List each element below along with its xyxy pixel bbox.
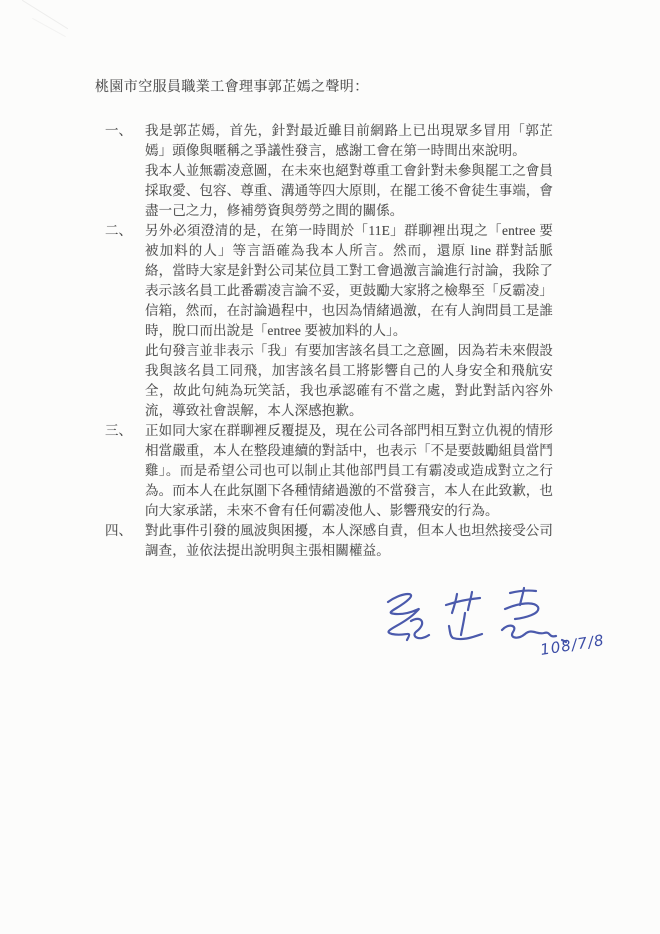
statement-document	[95, 78, 565, 561]
statement-item-1	[95, 121, 565, 221]
statement-items	[95, 121, 565, 561]
statement-paragraph: 對此事件引發的風波與困擾，本人深感自責，但本人也坦然接受公司調查，並依法提出說明與主張相關權益。	[145, 523, 553, 558]
statement-paragraph: 正如同大家在群聊裡反覆提及，現在公司各部門相互對立仇視的情形相當嚴重，本人在整段連續的對話中，也表示「不是要鼓勵組員當鬥雞」。而是希望公司也可以制止其他部門員工有霸凌或造成對立之行為。而本人在此氛圍下各種情緒過激的不當發言，本人在此致歉，也向大家承諾，未來不會有任何霸凌他人、影響飛安的行為。	[145, 423, 553, 518]
statement-title: 桃園市空服員職業工會理事郭芷嫣之聲明：	[95, 80, 369, 95]
statement-item-4	[95, 521, 565, 561]
signature-block	[372, 584, 632, 679]
paper-crease-mark	[32, 18, 66, 37]
item-number: 一、	[105, 123, 132, 138]
statement-paragraph: 另外必須澄清的是，在第一時間於「11E」群聊裡出現之「entree 要被加料的人」等言語確為我本人所言。然而，還原 line 群對話脈絡，當時大家是針對公司某位員工對工會過激言論進行討論，我除了表示該名員工此番霸凌言論不妥，更鼓勵大家將之檢舉至「反霸凌」信箱，然而，在討論過程中，也因為情緒過激，在有人詢問員工是誰時，脫口而出說是「entree 要被加料的人」。	[145, 223, 553, 338]
statement-paragraph: 我本人並無霸凌意圖，在未來也絕對尊重工會針對未參與罷工之會員採取愛、包容、尊重、溝通等四大原則，在罷工後不會徒生事端，會盡一己之力，修補勞資與勞勞之間的關係。	[145, 163, 553, 218]
signature-date: 108/7/8	[538, 631, 606, 659]
statement-paragraph: 此句發言並非表示「我」有要加害該名員工之意圖，因為若未來假設我與該名員工同飛，加害該名員工將影響自己的人身安全和飛航安全，故此句純為玩笑話，我也承認確有不當之處，對此對話內容外流，導致社會誤解，本人深感抱歉。	[145, 343, 553, 418]
statement-item-2	[95, 221, 565, 421]
statement-item-3	[95, 421, 565, 521]
item-number: 四、	[105, 523, 132, 538]
item-number: 三、	[105, 423, 132, 438]
item-number: 二、	[105, 223, 132, 238]
statement-paragraph: 我是郭芷嫣，首先，針對最近雖目前網路上已出現眾多冒用「郭芷嫣」頭像與暱稱之爭議性發言，感謝工會在第一時間出來說明。	[145, 123, 553, 158]
